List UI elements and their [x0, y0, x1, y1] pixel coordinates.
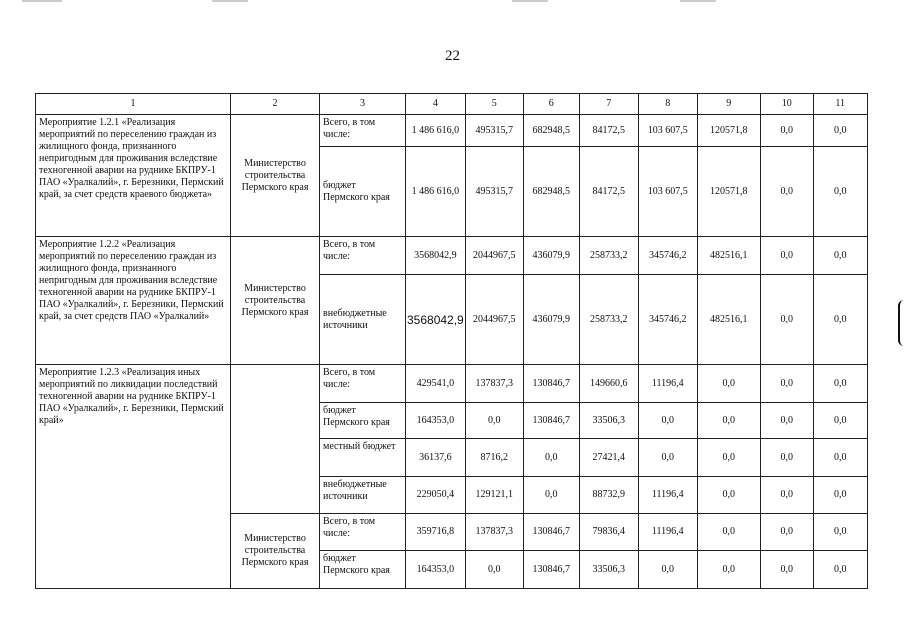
budget-table — [35, 93, 868, 589]
column-header: 3 — [320, 94, 406, 115]
responsible-executor-empty — [231, 365, 320, 514]
table-row — [36, 115, 868, 147]
value-cell: 149660,6 — [579, 365, 638, 403]
value-cell: 79836,4 — [579, 514, 638, 551]
value-cell: 0,0 — [638, 439, 697, 477]
value-cell: 436079,9 — [523, 237, 579, 275]
funding-source: Всего, в том числе: — [320, 237, 406, 275]
value-cell: 0,0 — [638, 403, 697, 439]
value-cell: 0,0 — [760, 439, 813, 477]
value-cell: 345746,2 — [638, 237, 697, 275]
value-cell: 482516,1 — [697, 237, 760, 275]
value-cell: 0,0 — [523, 477, 579, 514]
value-cell: 84172,5 — [579, 147, 638, 237]
value-cell: 130846,7 — [523, 365, 579, 403]
measure-description: Мероприятие 1.2.1 «Реализация мероприятий по переселению граждан из жилищного фонда, признанного непригодным для проживания вследствие техногенной аварии на руднике БКПРУ-1 ПАО «Уралкалий», г. Березники, Пермский край, за счет средств краевого бюджета» — [36, 115, 231, 237]
value-cell: 1 486 616,0 — [406, 147, 466, 237]
value-cell: 137837,3 — [465, 514, 523, 551]
column-header: 6 — [523, 94, 579, 115]
value-cell: 137837,3 — [465, 365, 523, 403]
value-cell: 2044967,5 — [465, 237, 523, 275]
funding-source: бюджет Пермского края — [320, 147, 406, 237]
funding-source: Всего, в том числе: — [320, 365, 406, 403]
value-cell: 0,0 — [760, 115, 813, 147]
column-header: 4 — [406, 94, 466, 115]
column-header: 5 — [465, 94, 523, 115]
responsible-executor: Министерство строительства Пермского края — [231, 514, 320, 589]
value-cell: 0,0 — [760, 514, 813, 551]
scan-artifact — [22, 0, 62, 2]
value-cell: 258733,2 — [579, 237, 638, 275]
value-cell: 84172,5 — [579, 115, 638, 147]
value-cell: 164353,0 — [406, 403, 466, 439]
value-cell: 33506,3 — [579, 403, 638, 439]
value-cell: 495315,7 — [465, 147, 523, 237]
value-cell: 0,0 — [760, 275, 813, 365]
value-cell: 0,0 — [813, 237, 867, 275]
funding-source: Всего, в том числе: — [320, 115, 406, 147]
value-cell: 103 607,5 — [638, 115, 697, 147]
value-cell: 0,0 — [760, 403, 813, 439]
column-header: 1 — [36, 94, 231, 115]
funding-source: Всего, в том числе: — [320, 514, 406, 551]
table-row — [36, 365, 868, 403]
value-cell: 0,0 — [760, 477, 813, 514]
value-cell: 0,0 — [760, 147, 813, 237]
value-cell: 0,0 — [813, 439, 867, 477]
page-number: 22 — [445, 48, 460, 64]
value-cell: 0,0 — [697, 477, 760, 514]
value-cell: 0,0 — [813, 365, 867, 403]
value-cell: 0,0 — [638, 551, 697, 589]
binding-mark — [898, 300, 905, 346]
value-cell: 3568042,9 — [406, 237, 466, 275]
column-header: 8 — [638, 94, 697, 115]
value-cell: 359716,8 — [406, 514, 466, 551]
table-row — [36, 237, 868, 275]
column-header: 10 — [760, 94, 813, 115]
value-cell: 0,0 — [813, 403, 867, 439]
responsible-executor: Министерство строительства Пермского края — [231, 115, 320, 237]
value-cell: 0,0 — [697, 439, 760, 477]
value-cell: 103 607,5 — [638, 147, 697, 237]
value-cell: 164353,0 — [406, 551, 466, 589]
value-cell: 682948,5 — [523, 147, 579, 237]
value-cell: 11196,4 — [638, 514, 697, 551]
column-header: 11 — [813, 94, 867, 115]
value-cell: 1 486 616,0 — [406, 115, 466, 147]
value-cell: 345746,2 — [638, 275, 697, 365]
column-header: 7 — [579, 94, 638, 115]
value-cell: 0,0 — [697, 514, 760, 551]
scan-artifact — [680, 0, 716, 2]
funding-source: местный бюджет — [320, 439, 406, 477]
value-cell: 0,0 — [813, 477, 867, 514]
value-cell: 0,0 — [697, 551, 760, 589]
scan-artifact — [512, 0, 548, 2]
value-cell: 0,0 — [465, 551, 523, 589]
funding-source: бюджет Пермского края — [320, 403, 406, 439]
measure-description: Мероприятие 1.2.3 «Реализация иных мероприятий по ликвидации последствий техногенной аварии на руднике БКПРУ-1 ПАО «Уралкалий», г. Березники, Пермский край» — [36, 365, 231, 589]
value-cell: 130846,7 — [523, 514, 579, 551]
value-cell: 0,0 — [813, 514, 867, 551]
value-cell: 0,0 — [813, 147, 867, 237]
value-cell: 0,0 — [760, 237, 813, 275]
value-cell: 11196,4 — [638, 477, 697, 514]
value-cell: 33506,3 — [579, 551, 638, 589]
value-cell: 88732,9 — [579, 477, 638, 514]
value-cell: 120571,8 — [697, 115, 760, 147]
value-cell: 0,0 — [697, 365, 760, 403]
value-cell: 3568042,9 — [406, 275, 466, 365]
value-cell: 495315,7 — [465, 115, 523, 147]
value-cell: 0,0 — [697, 403, 760, 439]
scan-artifact — [212, 0, 248, 2]
value-cell: 36137,6 — [406, 439, 466, 477]
value-cell: 130846,7 — [523, 551, 579, 589]
funding-source: внебюджетные источники — [320, 477, 406, 514]
value-cell: 11196,4 — [638, 365, 697, 403]
value-cell: 0,0 — [760, 365, 813, 403]
funding-source: внебюджетные источники — [320, 275, 406, 365]
value-cell: 0,0 — [813, 115, 867, 147]
value-cell: 436079,9 — [523, 275, 579, 365]
funding-source: бюджет Пермского края — [320, 551, 406, 589]
value-cell: 229050,4 — [406, 477, 466, 514]
value-cell: 0,0 — [813, 551, 867, 589]
value-cell: 482516,1 — [697, 275, 760, 365]
value-cell: 129121,1 — [465, 477, 523, 514]
header-row — [36, 94, 868, 115]
value-cell: 27421,4 — [579, 439, 638, 477]
column-header: 2 — [231, 94, 320, 115]
value-cell: 2044967,5 — [465, 275, 523, 365]
value-cell: 0,0 — [813, 275, 867, 365]
value-cell: 0,0 — [760, 551, 813, 589]
column-header: 9 — [697, 94, 760, 115]
value-cell: 429541,0 — [406, 365, 466, 403]
value-cell: 682948,5 — [523, 115, 579, 147]
value-cell: 0,0 — [465, 403, 523, 439]
measure-description: Мероприятие 1.2.2 «Реализация мероприятий по переселению граждан из жилищного фонда, признанного непригодным для проживания вследствие техногенной аварии на руднике БКПРУ-1 ПАО «Уралкалий», г. Березники, Пермский край, за счет средств ПАО «Уралкалий» — [36, 237, 231, 365]
value-cell: 258733,2 — [579, 275, 638, 365]
value-cell: 130846,7 — [523, 403, 579, 439]
value-cell: 0,0 — [523, 439, 579, 477]
responsible-executor: Министерство строительства Пермского края — [231, 237, 320, 365]
value-cell: 8716,2 — [465, 439, 523, 477]
value-cell: 120571,8 — [697, 147, 760, 237]
